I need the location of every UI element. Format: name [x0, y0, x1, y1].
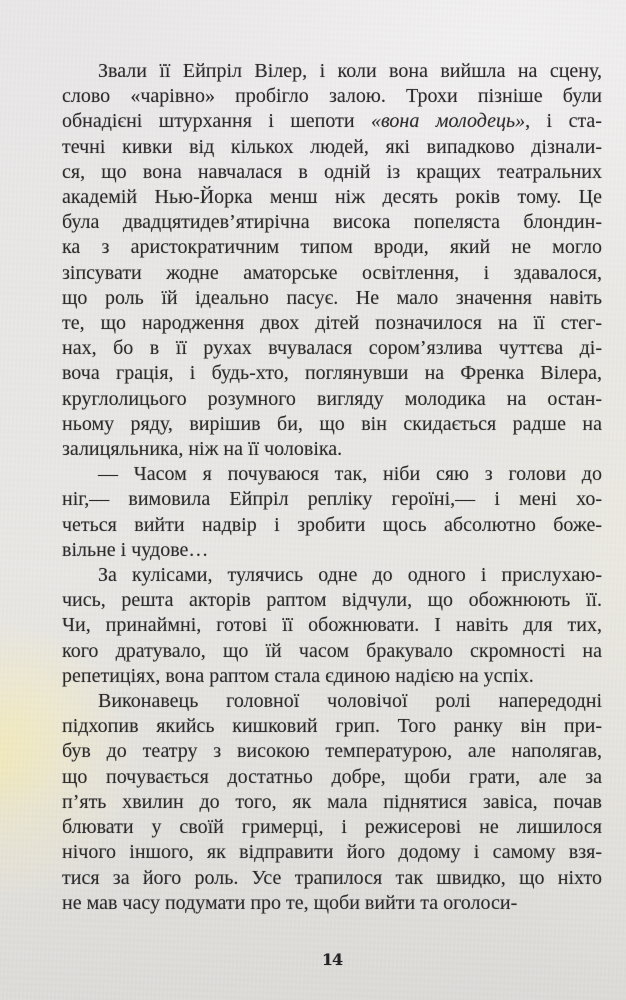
text-line	[62, 210, 602, 235]
text-segment: підхопив якийсь кишковий грип. Того ранку він при-	[62, 715, 602, 738]
italic-phrase: «вона молодець»	[370, 110, 526, 133]
text-segment: нах, бо в її рухах вчувалася сором’язлива чуттєва ді-	[62, 337, 602, 360]
text-segment: залицяльника, ніж на її чоловіка.	[62, 438, 343, 461]
text-line	[62, 739, 602, 764]
text-line	[62, 437, 602, 462]
text-line	[62, 866, 602, 891]
text-line	[62, 613, 602, 638]
paragraph	[62, 689, 602, 916]
paragraph	[62, 462, 602, 563]
text-segment: п’ять хвилин до того, як мала піднятися завіса, почав	[62, 790, 602, 813]
text-line	[62, 689, 602, 714]
text-segment: академій Нью-Йорка менш ніж десять років тому. Це	[62, 186, 602, 209]
text-line	[62, 336, 602, 361]
text-line	[62, 891, 602, 916]
text-line	[62, 387, 602, 412]
text-segment: репетиціях, вона раптом стала єдиною надією на успіх.	[62, 664, 534, 687]
text-line	[62, 261, 602, 286]
text-line	[62, 664, 602, 689]
text-segment: блювати у своїй гримерці, і режисерові не лишилося	[62, 816, 602, 839]
text-segment: четься вийти надвір і зробити щось абсолютно боже-	[62, 513, 602, 536]
paragraph	[62, 563, 602, 689]
text-segment: була двадцятидев’ятирічна висока попеляста блондин-	[62, 211, 602, 234]
text-segment: Виконавець головної чоловічої ролі напередодні	[98, 690, 602, 713]
text-segment: чись, решта акторів раптом відчули, що обожнюють її.	[62, 589, 602, 612]
text-segment: нічого іншого, як відправити його додому і самому взя-	[62, 841, 602, 864]
text-segment: тися за його роль. Усе трапилося так швидко, що ніхто	[62, 866, 602, 889]
text-line	[62, 412, 602, 437]
text-segment: слово «чарівно» пробігло залою. Трохи пізніше були	[62, 85, 602, 108]
text-segment: ка з аристократичним типом вроди, який не могло	[62, 236, 602, 259]
text-line	[62, 714, 602, 739]
text-segment: ньому ряду, вирішив би, що він скидається радше на	[62, 412, 602, 435]
page-number: 14	[321, 950, 343, 969]
text-segment: , і ста-	[525, 110, 602, 133]
text-segment: не мав часу подумати про те, щоби вийти та оголоси-	[62, 891, 518, 914]
text-line	[62, 790, 602, 815]
text-segment: круглолицього розумного вигляду молодика на остан-	[62, 387, 602, 410]
text-segment: — Часом я почуваюся так, ніби сяю з голови до	[98, 463, 602, 486]
text-line	[62, 84, 602, 109]
text-segment: кого дратувало, що їй часом бракувало скромності на	[62, 639, 602, 662]
text-segment: За кулісами, тулячись одне до одного і прислухаю-	[98, 564, 602, 587]
text-segment: воча грація, і будь-хто, поглянувши на Френка Вілера,	[62, 362, 602, 385]
text-line	[62, 765, 602, 790]
text-segment: що роль їй ідеально пасує. Не мало значення навіть	[62, 286, 602, 309]
text-line	[62, 59, 602, 84]
text-line	[62, 311, 602, 336]
text-line	[62, 513, 602, 538]
text-line	[62, 487, 602, 512]
text-line	[62, 462, 602, 487]
text-line	[62, 235, 602, 260]
text-segment: зіпсувати жодне аматорське освітлення, і здавалося,	[62, 261, 602, 284]
text-block	[62, 59, 602, 916]
text-line	[62, 639, 602, 664]
text-line	[62, 563, 602, 588]
text-line	[62, 185, 602, 210]
text-segment: те, що народження двох дітей позначилося на її стег-	[62, 312, 602, 335]
text-line	[62, 815, 602, 840]
paragraph	[62, 59, 602, 462]
text-segment: ніг,— вимовила Ейпріл репліку героїні,— і мені хо-	[62, 488, 602, 511]
text-line	[62, 109, 602, 134]
text-segment: ся, що вона навчалася в одній із кращих театральних	[62, 160, 602, 183]
text-segment: був до театру з високою температурою, але наполягав,	[62, 740, 602, 763]
text-segment: обнадієні штурхання і шепоти	[62, 110, 371, 133]
text-line	[62, 160, 602, 185]
text-segment: вільне і чудове…	[62, 538, 209, 561]
text-line	[62, 538, 602, 563]
text-segment: Чи, принаймні, готові її обожнювати. І навіть для тих,	[62, 614, 602, 637]
text-line	[62, 840, 602, 865]
text-segment: Звали її Ейпріл Вілер, і коли вона вийшла на сцену,	[98, 60, 602, 82]
text-line	[62, 361, 602, 386]
text-segment: течні кивки від кількох людей, які випадково дізнали-	[62, 135, 602, 158]
text-line	[62, 588, 602, 613]
text-line	[62, 286, 602, 311]
text-line	[62, 135, 602, 160]
text-segment: що почувається достатньо добре, щоби грати, але за	[62, 765, 602, 788]
